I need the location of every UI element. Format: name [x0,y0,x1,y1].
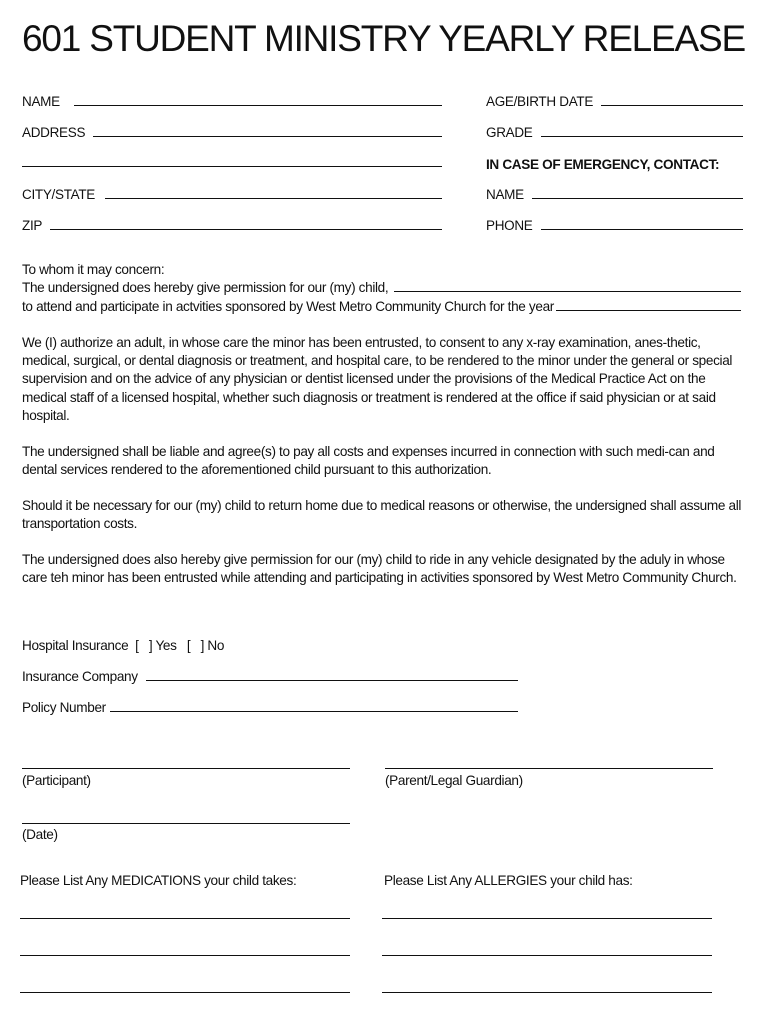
age-birth-date-label: AGE/BIRTH DATE [486,94,594,109]
hospital-insurance-checkboxes[interactable]: Hospital Insurance [ ] Yes [ ] No [22,638,225,653]
policy-number-label: Policy Number [22,700,106,715]
phone-label: PHONE [486,218,533,233]
participant-label: (Participant) [22,773,91,788]
policy-number-field[interactable] [22,700,518,716]
medications-line-1[interactable] [20,918,350,919]
child-name-line[interactable] [394,291,741,292]
name-field[interactable] [22,94,442,110]
emergency-name-field[interactable] [486,187,743,203]
vehicle-paragraph: The undersigned does also hereby give permission for our (my) child to ride in any vehicle designated by the aduly in whose care teh minor has been entrusted while attending and participating in activities sponsored by West Metro Community Church. [22,552,737,586]
insurance-company-line[interactable] [146,680,518,681]
grade-label: GRADE [486,125,533,140]
name-line[interactable] [74,105,442,106]
year-line[interactable] [556,310,741,311]
city-state-field[interactable] [22,187,442,203]
age-birth-date-field[interactable] [486,94,743,110]
medications-line-2[interactable] [20,955,350,956]
emergency-heading: IN CASE OF EMERGENCY, CONTACT: [486,157,720,172]
city-state-label: CITY/STATE [22,187,96,202]
city-state-line[interactable] [105,198,442,199]
insurance-company-field[interactable] [22,669,518,685]
address-label: ADDRESS [22,125,86,140]
child-name-field[interactable] [22,280,741,296]
name-label: NAME [22,94,60,109]
zip-field[interactable] [22,218,442,234]
permission-text: The undersigned does hereby give permission for our (my) child, [22,280,389,295]
emergency-name-label: NAME [486,187,524,202]
participant-signature-line[interactable] [22,768,350,769]
allergies-line-3[interactable] [382,992,712,993]
policy-number-line[interactable] [110,711,518,712]
grade-line[interactable] [541,136,743,137]
phone-line[interactable] [541,229,743,230]
address-line-2[interactable] [22,166,442,167]
liability-paragraph: The undersigned shall be liable and agree(s) to pay all costs and expenses incurred in connection with such medi-can and dental services rendered to the aforementioned child pursuant to this authorization. [22,444,715,478]
authorization-paragraph: We (I) authorize an adult, in whose care the minor has been entrusted, to consent to any x-ray examination, anes-thetic, medical, surgical, or dental diagnosis or treatment, and hospital care, to be rendered to the minor under the general or special supervision and on the advice of any physician or dentist licensed under the provisions of the Medical Practice Act on the medical staff of a licensed hospital, whether such diagnosis or treatment is rendered at the office if said physician or at said hospital. [22,335,733,423]
salutation: To whom it may concern: [22,262,165,277]
medications-line-3[interactable] [20,992,350,993]
attend-text: to attend and participate in actvities sponsored by West Metro Community Church for the year [22,299,554,314]
date-line[interactable] [22,823,350,824]
emergency-name-line[interactable] [532,198,743,199]
phone-field[interactable] [486,218,743,234]
allergies-line-1[interactable] [382,918,712,919]
guardian-label: (Parent/Legal Guardian) [385,773,523,788]
form-title: 601 STUDENT MINISTRY YEARLY RELEASE [22,18,745,59]
zip-label: ZIP [22,218,43,233]
address-line[interactable] [93,136,442,137]
transportation-paragraph: Should it be necessary for our (my) child to return home due to medical reasons or otherwise, the undersigned shall assume all transportation costs. [22,498,742,532]
date-label: (Date) [22,827,58,842]
grade-field[interactable] [486,125,743,141]
age-birth-date-line[interactable] [601,105,743,106]
insurance-company-label: Insurance Company [22,669,138,684]
medications-label: Please List Any MEDICATIONS your child takes: [20,873,297,888]
allergies-label: Please List Any ALLERGIES your child has: [384,873,633,888]
allergies-line-2[interactable] [382,955,712,956]
year-field[interactable] [22,299,741,315]
address-field[interactable] [22,125,442,141]
guardian-signature-line[interactable] [385,768,713,769]
zip-line[interactable] [50,229,442,230]
